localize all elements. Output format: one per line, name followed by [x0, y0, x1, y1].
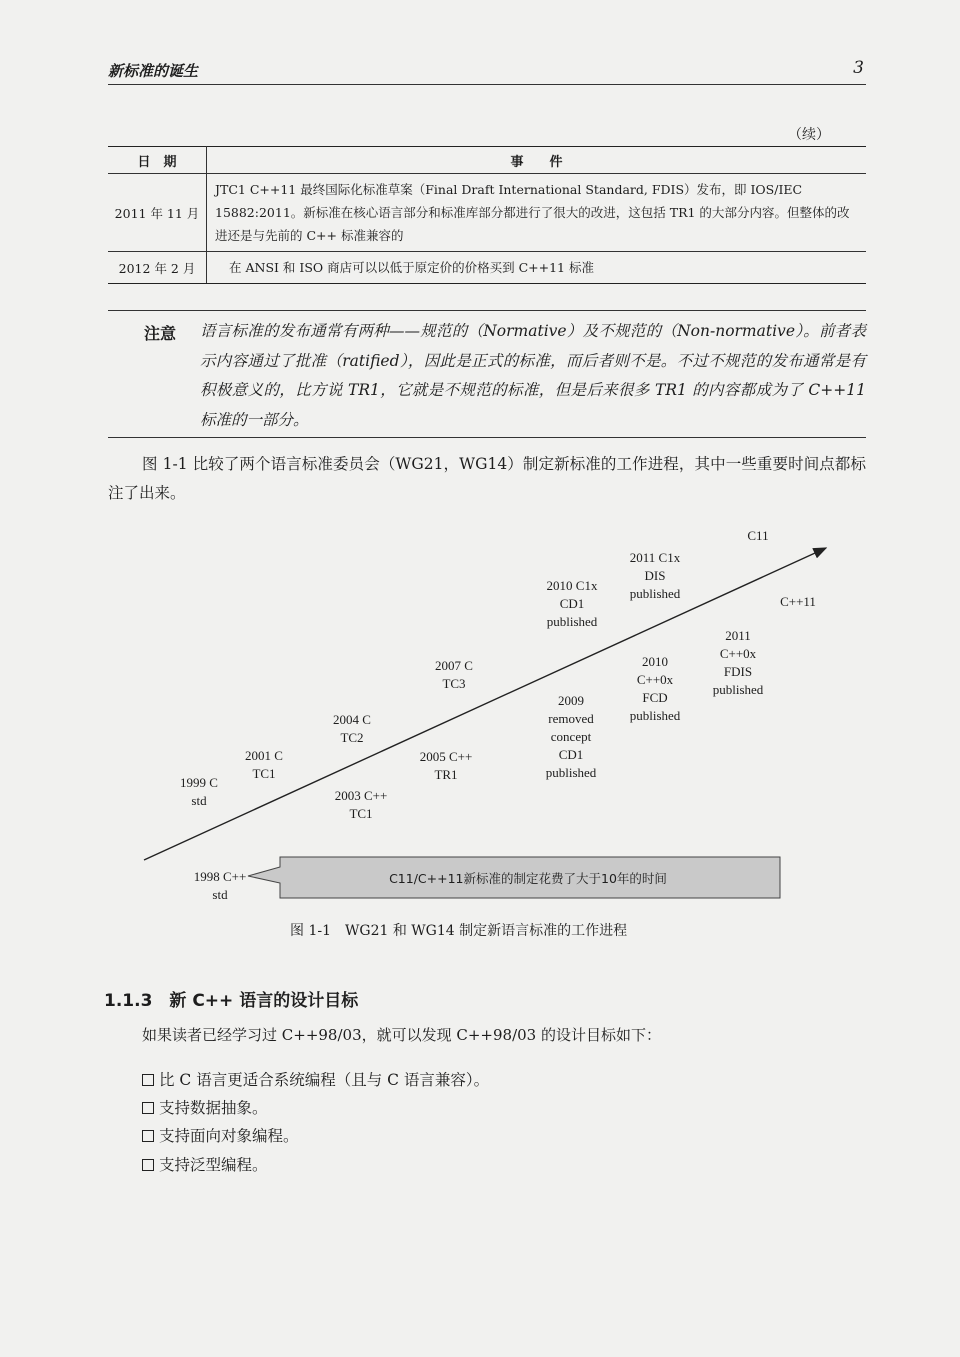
timeline-label-line: C++0x [719, 646, 757, 661]
timeline-label-line: 2011 [725, 628, 751, 643]
list-item [142, 1124, 299, 1146]
callout-text: C11/C++11新标准的制定花费了大于10年的时间 [389, 871, 667, 886]
timeline-label-line: C++11 [780, 594, 816, 609]
timeline-label-c2007 [435, 658, 473, 691]
goal-text: 支持面向对象编程。 [159, 1127, 299, 1145]
header-event: 事 件 [207, 147, 867, 174]
timeline-label-cpp2011 [713, 628, 764, 697]
section-heading: 1.1.3 新 C++ 语言的设计目标 [104, 991, 359, 1011]
timeline-label-line: 2010 C1x [546, 578, 598, 593]
timeline-label-line: FDIS [723, 664, 753, 679]
timeline-label-line: TC1 [252, 766, 276, 781]
table-row [108, 252, 866, 284]
timeline-arrow [144, 548, 826, 860]
list-item [142, 1068, 489, 1090]
checkbox-icon [142, 1130, 154, 1142]
section-intro: 如果读者已经学习过 C++98/03，就可以发现 C++98/03 的设计目标如下： [142, 1026, 661, 1044]
table-header-row [108, 147, 866, 174]
timeline-label-line: published [712, 682, 764, 697]
timeline-label-line: TR1 [434, 767, 458, 782]
timeline-label-cpp1998 [194, 869, 247, 902]
checkbox-icon [142, 1102, 154, 1114]
timeline-label-cpp2009 [546, 693, 597, 780]
events-table [108, 146, 866, 284]
timeline-figure [108, 520, 848, 915]
list-item [142, 1153, 268, 1175]
timeline-label-c2011 [630, 550, 681, 601]
timeline-label-line: published [546, 614, 598, 629]
timeline-label-line: TC3 [442, 676, 466, 691]
note-box [108, 310, 866, 438]
timeline-label-line: published [629, 708, 681, 723]
timeline-label-c11 [747, 528, 768, 543]
timeline-label-line: C++0x [636, 672, 674, 687]
goal-text: 支持泛型编程。 [159, 1156, 268, 1174]
figure-caption: 图 1-1 WG21 和 WG14 制定新语言标准的工作进程 [290, 923, 628, 939]
timeline-label-line: TC2 [340, 730, 364, 745]
row-event: JTC1 C++11 最终国际化标准草案（Final Draft International Standard, FDIS）发布，即 IOS/IEC 15882:2011。新标准在核心语言部分和标准库部分都进行了很大的改进，这包括 TR1 的大部分内容。但整体的改进还是与先前的 C++ 标准兼容的 [207, 174, 867, 252]
timeline-label-line: removed [548, 711, 594, 726]
timeline-label-line: 1998 C++ [193, 869, 247, 884]
row-event: 在 ANSI 和 ISO 商店可以以低于原定价的价格买到 C++11 标准 [207, 252, 867, 284]
header-date: 日 期 [108, 147, 207, 174]
timeline-label-line: FCD [642, 690, 668, 705]
timeline-label-c2004 [333, 712, 371, 745]
goal-text: 比 C 语言更适合系统编程（且与 C 语言兼容）。 [159, 1071, 490, 1089]
timeline-label-cpp2003 [335, 788, 388, 821]
table-row [108, 174, 866, 252]
timeline-label-line: DIS [644, 568, 666, 583]
note-text: 语言标准的发布通常有两种——规范的（Normative）及不规范的（Non-normative）。前者表示内容通过了批准（ratified），因此是正式的标准，而后者则不是。不过不规范的发布通常是有积极意义的，比方说 TR1，它就是不规范的标准，但是后来很多 TR1 的内容都成为了 C++11 标准的一部分。 [200, 322, 866, 429]
timeline-label-line: published [629, 586, 681, 601]
timeline-label-cpp2010 [630, 654, 681, 723]
page-number: 3 [853, 58, 864, 78]
row-date: 2011 年 11 月 [108, 174, 207, 252]
timeline-label-c2001 [245, 748, 283, 781]
timeline-label-c1999 [180, 775, 218, 808]
timeline-label-line: TC1 [349, 806, 373, 821]
timeline-label-c2010 [547, 578, 598, 629]
timeline-label-cpp2005 [420, 749, 473, 782]
timeline-label-line: CD1 [558, 747, 584, 762]
list-item [142, 1096, 268, 1118]
timeline-label-line: C11 [747, 528, 769, 543]
timeline-label-line: CD1 [559, 596, 585, 611]
running-header [108, 58, 866, 85]
timeline-label-line: 1999 C [180, 775, 218, 790]
timeline-label-cpp11 [780, 594, 816, 609]
timeline-label-line: 2007 C [435, 658, 473, 673]
row-date: 2012 年 2 月 [108, 252, 207, 284]
timeline-label-line: concept [550, 729, 592, 744]
timeline-label-line: published [545, 765, 597, 780]
timeline-label-line: 2004 C [333, 712, 371, 727]
continued-label: （续） [788, 127, 830, 143]
timeline-label-line: 2011 C1x [629, 550, 681, 565]
intro-paragraph: 图 1-1 比较了两个语言标准委员会（WG21，WG14）制定新标准的工作进程，其中一些重要时间点都标注了出来。 [108, 455, 866, 502]
note-label: 注意 [144, 324, 177, 343]
checkbox-icon [142, 1159, 154, 1171]
chapter-title: 新标准的诞生 [108, 62, 199, 80]
callout-box [248, 857, 780, 898]
timeline-label-line: std [191, 793, 207, 808]
timeline-label-line: std [212, 887, 228, 902]
timeline-label-line: 2001 C [245, 748, 283, 763]
checkbox-icon [142, 1074, 154, 1086]
goal-text: 支持数据抽象。 [159, 1099, 268, 1117]
timeline-label-line: 2005 C++ [419, 749, 473, 764]
timeline-label-line: 2010 [642, 654, 668, 669]
timeline-label-line: 2003 C++ [334, 788, 388, 803]
timeline-label-line: 2009 [558, 693, 584, 708]
